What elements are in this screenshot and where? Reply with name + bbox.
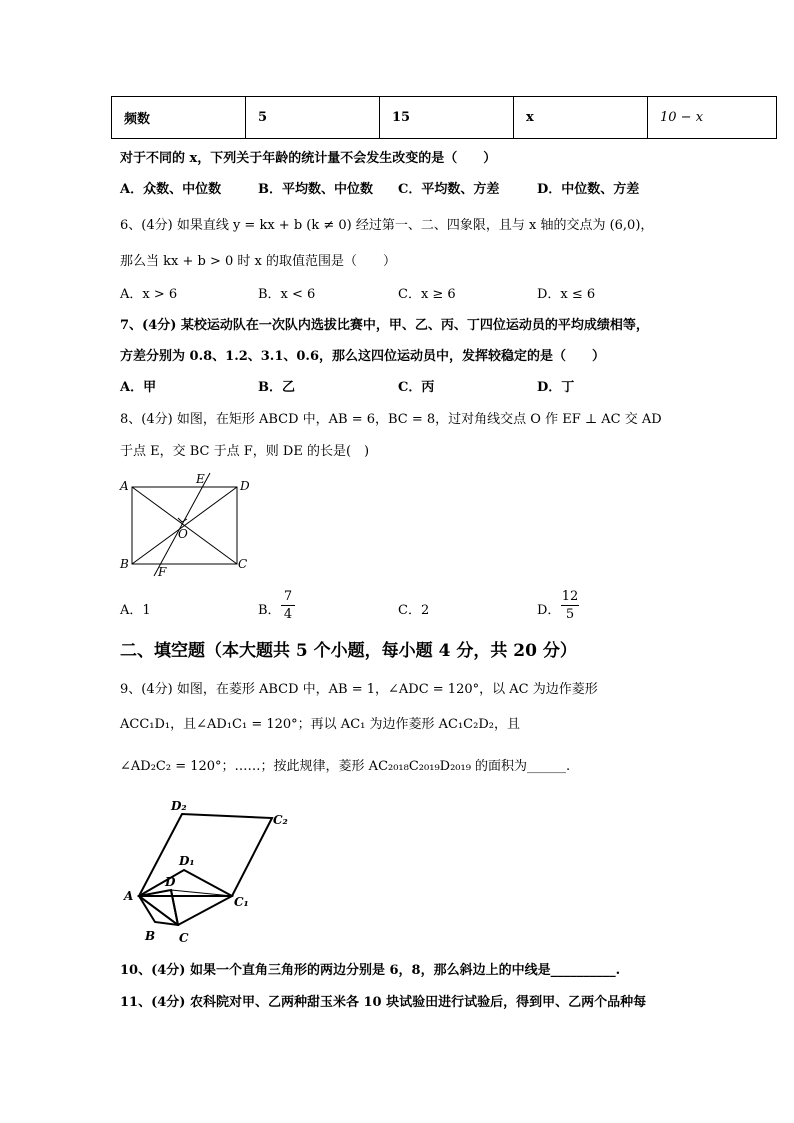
q5-option-c: C．平均数、方差 <box>398 182 500 197</box>
label-o: O <box>178 527 188 541</box>
label-d: D <box>240 479 250 493</box>
q5-option-b: B．平均数、中位数 <box>258 182 373 197</box>
q5-stem: 对于不同的 x，下列关于年龄的统计量不会发生改变的是（ ） <box>120 151 497 166</box>
q7-option-c: C．丙 <box>398 380 435 395</box>
q9-line-1: 9、(4分) 如图，在菱形 ABCD 中，AB = 1，∠ADC = 120°，以 AC 为边作菱形 <box>120 682 598 697</box>
q8-option-d-fraction <box>561 589 579 622</box>
fraction-numerator: 7 <box>283 589 293 604</box>
label-a: A <box>124 889 134 903</box>
q6-option-b: B．x < 6 <box>258 287 316 302</box>
label-b: B <box>120 557 129 571</box>
q9-line-3: ∠AD₂C₂ = 120°；……；按此规律，菱形 AC₂₀₁₈C₂₀₁₉D₂₀₁₉ 的面积为______. <box>120 759 571 774</box>
q5-option-d: D．中位数、方差 <box>537 182 640 197</box>
q9-line-2: ACC₁D₁，且∠AD₁C₁ = 120°；再以 AC₁ 为边作菱形 AC₁C₂D₂，且 <box>120 717 520 732</box>
q8-line-2: 于点 E，交 BC 于点 F，则 DE 的长是( ) <box>120 444 370 459</box>
fraction-denominator: 4 <box>283 607 293 622</box>
label-b: B <box>145 929 156 943</box>
label-c: C <box>179 931 189 945</box>
q10-line: 10、(4分) 如果一个直角三角形的两边分别是 6，8，那么斜边上的中线是__________. <box>120 963 621 978</box>
q6-line-2: 那么当 kx + b > 0 时 x 的取值范围是（ ） <box>120 254 396 269</box>
q7-line-1: 7、(4分) 某校运动队在一次队内选拔比赛中，甲、乙、丙、丁四位运动员的平均成绩相等， <box>120 318 649 333</box>
label-f: F <box>158 565 167 579</box>
label-d2: D₂ <box>171 799 187 813</box>
label-c2: C₂ <box>273 813 288 827</box>
q7-option-d: D．丁 <box>537 380 575 395</box>
q5-option-a: A．众数、中位数 <box>120 182 222 197</box>
q8-option-b-prefix: B． <box>258 603 281 618</box>
frequency-table <box>111 96 777 139</box>
q7-option-b: B．乙 <box>258 380 295 395</box>
fraction-numerator: 12 <box>561 589 579 604</box>
label-d1: D₁ <box>179 854 195 868</box>
label-e: E <box>196 472 205 486</box>
label-d: D <box>165 875 176 889</box>
section-heading: 二、填空题（本大题共 5 个小题，每小题 4 分，共 20 分） <box>120 641 577 661</box>
q8-option-d-prefix: D． <box>537 603 561 618</box>
q8-option-a: A．1 <box>120 603 151 618</box>
label-a: A <box>120 479 129 493</box>
table-cell: x <box>514 97 648 139</box>
label-c1: C₁ <box>234 895 249 909</box>
rhombus-figure <box>115 792 305 952</box>
table-cell: 15 <box>380 97 514 139</box>
q8-option-c: C．2 <box>398 603 430 618</box>
fraction-denominator: 5 <box>565 607 575 622</box>
q7-option-a: A．甲 <box>120 380 157 395</box>
table-row-label: 频数 <box>112 97 246 139</box>
q6-line-1: 6、(4分) 如果直线 y = kx + b (k ≠ 0) 经过第一、二、四象限，且与 x 轴的交点为 (6,0)， <box>120 218 654 233</box>
label-c: C <box>238 557 248 571</box>
table-cell: 10 − x <box>648 97 777 139</box>
q6-option-a: A．x > 6 <box>120 287 178 302</box>
q7-line-2: 方差分别为 0.8、1.2、3.1、0.6，那么这四位运动员中，发挥较稳定的是（ ） <box>120 349 605 364</box>
rectangle-figure <box>112 468 262 580</box>
table-row <box>112 97 777 139</box>
q8-line-1: 8、(4分) 如图，在矩形 ABCD 中，AB = 6，BC = 8，过对角线交点 O 作 EF ⊥ AC 交 AD <box>120 412 662 427</box>
table-cell: 5 <box>246 97 380 139</box>
q8-option-b-fraction <box>281 589 295 622</box>
q6-option-c: C．x ≥ 6 <box>398 287 456 302</box>
q6-option-d: D．x ≤ 6 <box>537 287 596 302</box>
q11-line: 11、(4分) 农科院对甲、乙两种甜玉米各 10 块试验田进行试验后，得到甲、乙两个品种每 <box>120 995 647 1010</box>
